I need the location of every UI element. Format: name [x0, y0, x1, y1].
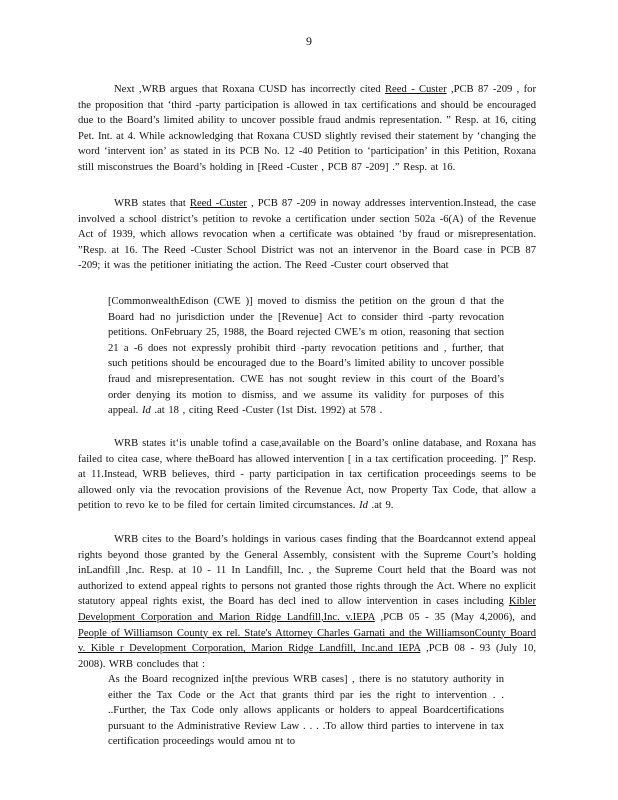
paragraph-wrb-unable-to-find-case	[78, 436, 536, 514]
block-quote-commonwealth-edison	[108, 294, 504, 419]
text: WRB states it‘is unable tofind a case,available on the Board’s online database, and Roxana has failed to citea case, where theBoard has allowed intervention [ in a tax certification proceeding. ]” Resp. at 11.Instead, WRB believes, third - party participation in tax certification proceedings seems to be allowed only via the revocation provisions of the Revenue Act, now Property Tax Code, that allow a petition to revo ke to be filed for certain limited circumstances.	[78, 438, 536, 512]
case-citation-williamson-county: People of Williamson County ex rel. State's Attorney Charles Garnati and the WilliamsonCounty Board v. Kible r Development Corporation, Marion Ridge Landfill, Inc.and IEPA	[78, 627, 536, 655]
text: ,PCB 05 - 35 (May 4,2006), and	[374, 611, 536, 623]
case-citation-kibler: Kibler Development Corporation and Marion Ridge Landfill,Inc. v.IEPA	[78, 596, 536, 623]
text: WRB states that	[114, 198, 190, 209]
id-signal: Id	[359, 500, 368, 512]
text: WRB cites to the Board’s holdings in various cases finding that the Boardcannot extend appeal rights beyond those granted by the General Assembly, consistent with the Supreme Court’s holding inLandfill ,Inc. Resp. at 10 - 11 In Landfill, Inc. , the Supreme Court held that the Board was not authorized to extend appeal rights to persons not granted those rights through the Act. Where no explicit statutory appeal rights exist, the Board has decl ined to allow intervention in cases including	[78, 534, 536, 608]
text: .at 9.	[367, 500, 394, 512]
case-citation-reed-custer: Reed -Custer	[189, 198, 247, 209]
paragraph-wrb-cites-board-holdings	[78, 532, 536, 672]
text: .at 18 , citing Reed -Custer (1st Dist. 1992) at 578 .	[150, 405, 383, 417]
page-number: 9	[306, 34, 312, 48]
paragraph-wrb-states-reed-custer	[78, 196, 536, 274]
text: ,PCB 87 -209 , for the proposition that ‘third -party participation is allowed in tax certifications and should be encouraged due to the Board’s limited ability to uncover possible fraud andmis representation. ” Resp. at 16, citing Pet. Int. at 4. While acknowledging that Roxana CUSD slightly revised their statement by ‘changing the word ‘intervent ion’ as stated in its PCB No. 12 -40 Petition to ‘participation’ in this Petition, Roxana still misconstrues the Board’s holding in [Reed -Custer , PCB 87 -209] .” Resp. at 16.	[78, 84, 536, 173]
block-quote-board-recognized	[108, 672, 504, 750]
id-signal: Id	[141, 405, 151, 417]
case-citation-reed-custer: Reed - Custer	[384, 84, 447, 95]
text: ,PCB 08 - 93 (July 10, 2008). WRB concludes that :	[78, 643, 536, 670]
text: [CommonwealthEdison (CWE )] moved to dismiss the petition on the groun d that the Board had no jurisdiction under the [Revenue] Act to consider third -party revocation petitions. OnFebruary 25, 1988, the Board rejected CWE’s m otion, reasoning that section 21 a -6 does not expressly prohibit third -party revocation petitions and , further, that such petitions should be encouraged due to the Board’s limited ability to uncover possible fraud and misrepresentation. CWE has not sought review in this court of the Board’s order denying its motion to dismiss, and we assume its validity for purposes of this appeal.	[108, 296, 504, 417]
text: , PCB 87 -209 in noway addresses intervention.Instead, the case involved a school district’s petition to revoke a certification under section 502a -6(A) of the Revenue Act of 1939, which allows revocation when a certificate was obtained ‘by fraud or misrepresentation. ”Resp. at 16. The Reed -Custer School District was not an intervenor in the Board case in PCB 87 -209; it was the petitioner initiating the action. The Reed -Custer court observed that	[78, 198, 536, 272]
text: As the Board recognized in[the previous WRB cases] , there is no statutory authority in either the Tax Code or the Act that grants third par ies the right to intervention . . ..Further, the Tax Code only allows applicants or holders to appeal Boardcertifications pursuant to the Administrative Review Law . . . .To allow third parties to intervene in tax certification proceedings would amou nt to	[108, 674, 504, 748]
paragraph-next-wrb-argues	[78, 82, 536, 176]
text: Next ,WRB argues that Roxana CUSD has incorrectly cited	[114, 84, 385, 95]
